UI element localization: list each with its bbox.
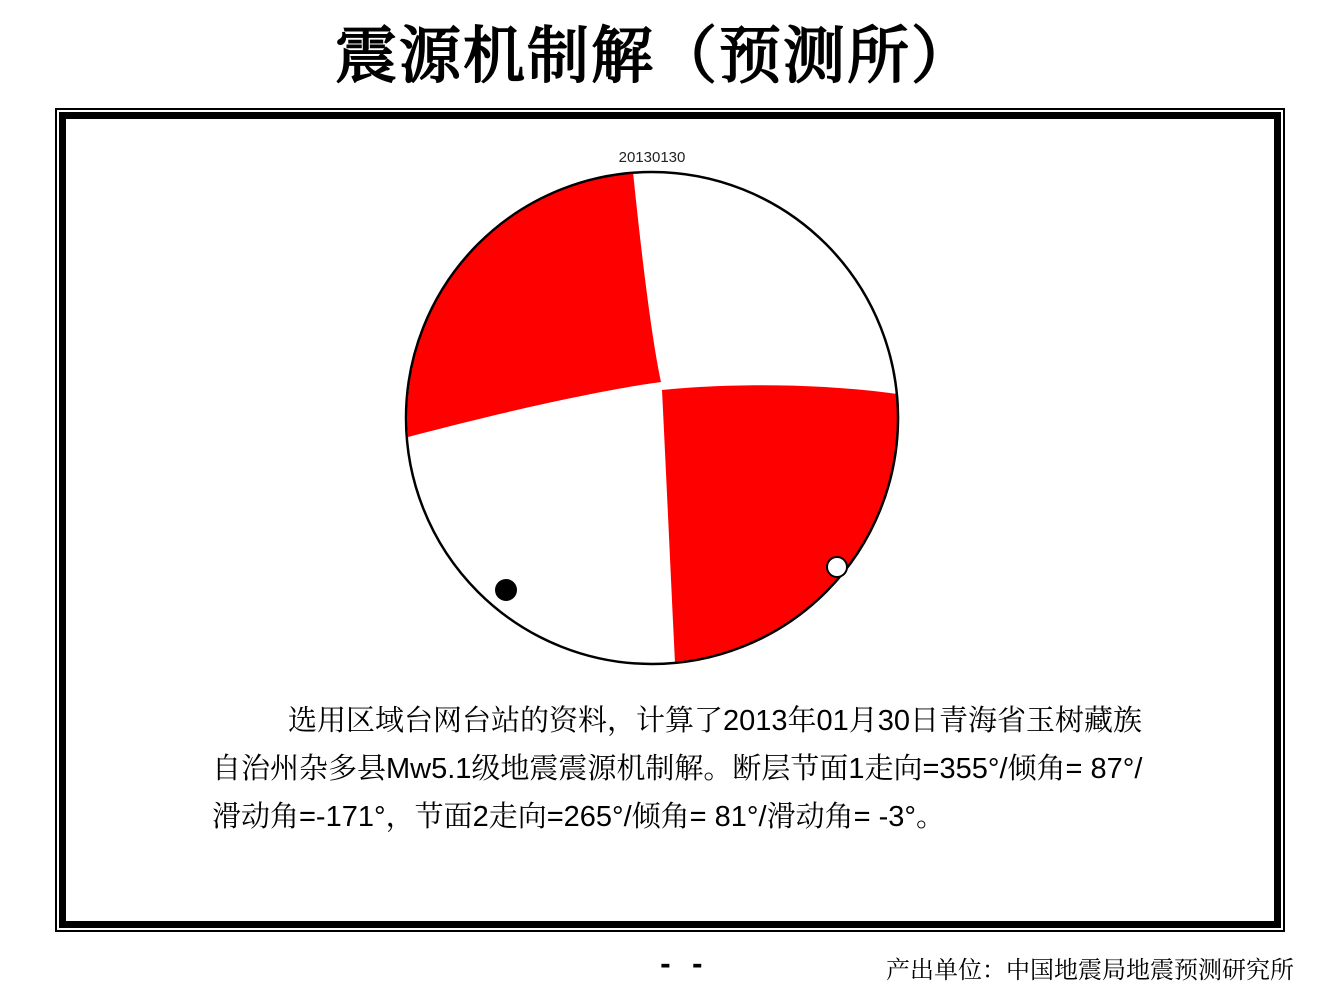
focal-mechanism-beachball (390, 140, 920, 680)
mechanism-description (212, 697, 1156, 841)
page-title: 震源机制解（预测所） (334, 19, 975, 92)
producer-credit: 产出单位：中国地震局地震预测研究所 (886, 956, 1294, 984)
p-axis-marker (495, 579, 517, 601)
t-axis-marker (827, 557, 847, 577)
beachball-sphere (406, 172, 899, 664)
page-number: - - (660, 950, 709, 980)
compression-quadrant-se (662, 385, 899, 663)
mechanism-description-text: 选用区域台网台站的资料，计算了2013年01月30日青海省玉树藏族自治州杂多县Mw5.1级地震震源机制解。断层节面1走向=355°/倾角= 87°/滑动角=-171°，节面2走向=265°/倾角= 81°/滑动角= -3°。 (212, 705, 1143, 833)
beachball-date-label: 20130130 (618, 149, 686, 166)
